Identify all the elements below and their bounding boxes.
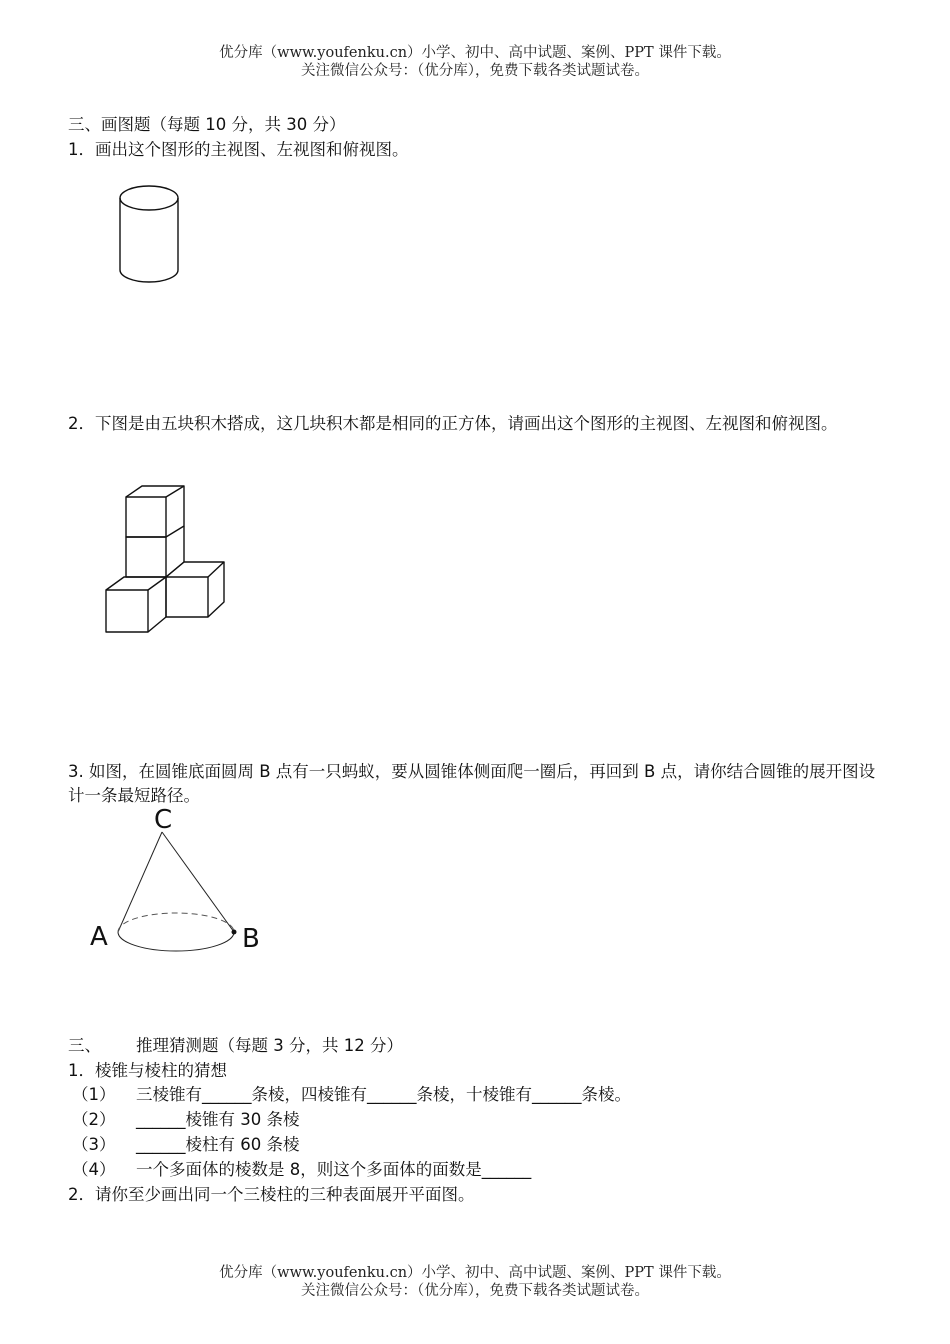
cube-top-edge (166, 486, 184, 497)
item-4-number: （4） (72, 1160, 116, 1179)
cone-right-slant (162, 832, 234, 932)
section-4-question-2: 2．请你至少画出同一个三棱柱的三种表面展开平面图。 (68, 1185, 475, 1204)
cube-bottom-right-front (166, 577, 208, 617)
header-line-1: 优分库（www.youfenku.cn）小学、初中、高中试题、案例、PPT 课件下载。 (219, 45, 731, 61)
label-a: A (90, 922, 108, 952)
item-3-text: ______棱柱有 60 条棱 (136, 1135, 300, 1154)
cylinder-bottom (120, 270, 178, 282)
section-4-title: 推理猜测题（每题 3 分，共 12 分） (136, 1036, 403, 1055)
question-1: 1．画出这个图形的主视图、左视图和俯视图。 (68, 140, 409, 159)
item-1-text: 三棱锥有______条棱，四棱锥有______条棱，十棱锥有______条棱。 (136, 1085, 631, 1104)
footer-line-1: 优分库（www.youfenku.cn）小学、初中、高中试题、案例、PPT 课件下载。 (219, 1265, 731, 1281)
item-1-number: （1） (72, 1085, 116, 1104)
cone-figure (86, 800, 276, 960)
cube-bottom-left-front (106, 590, 148, 632)
item-4-text: 一个多面体的棱数是 8，则这个多面体的面数是______ (136, 1160, 532, 1179)
label-b: B (242, 924, 260, 954)
cylinder-top (120, 186, 178, 210)
cone-base-back (118, 913, 234, 932)
cube-top-side (126, 486, 184, 537)
cube-middle-front (126, 537, 166, 577)
cube-bottom-left-side (148, 577, 166, 632)
cubes-figure (100, 482, 230, 637)
section-4-question-1: 1．棱锥与棱柱的猜想 (68, 1061, 227, 1080)
cone-base-front (118, 932, 234, 951)
cube-bottom-left-top (106, 577, 166, 590)
section-4-number: 三、 (68, 1036, 101, 1055)
cube-top-front (126, 497, 166, 537)
footer-line-2: 关注微信公众号：（优分库），免费下载各类试题试卷。 (301, 1283, 649, 1299)
section-3-title: 三、画图题（每题 10 分，共 30 分） (68, 115, 346, 134)
item-3-number: （3） (72, 1135, 116, 1154)
item-2-text: ______棱锥有 30 条棱 (136, 1110, 300, 1129)
question-2: 2．下图是由五块积木搭成，这几块积木都是相同的正方体，请画出这个图形的主视图、左视图和俯视图。 (68, 414, 838, 433)
cone-left-slant (118, 832, 162, 932)
question-3: 3. 如图，在圆锥底面圆周 B 点有一只蚂蚁，要从圆锥体侧面爬一圈后，再回到 B 点，请你结合圆锥的展开图设计一条最短路径。 (68, 762, 876, 805)
point-b-dot (232, 930, 237, 935)
header-line-2: 关注微信公众号：（优分库），免费下载各类试题试卷。 (301, 63, 649, 79)
label-c: C (154, 805, 173, 835)
item-2-number: （2） (72, 1110, 116, 1129)
cylinder-figure (115, 182, 185, 290)
cube-bottom-right-top (166, 562, 224, 577)
